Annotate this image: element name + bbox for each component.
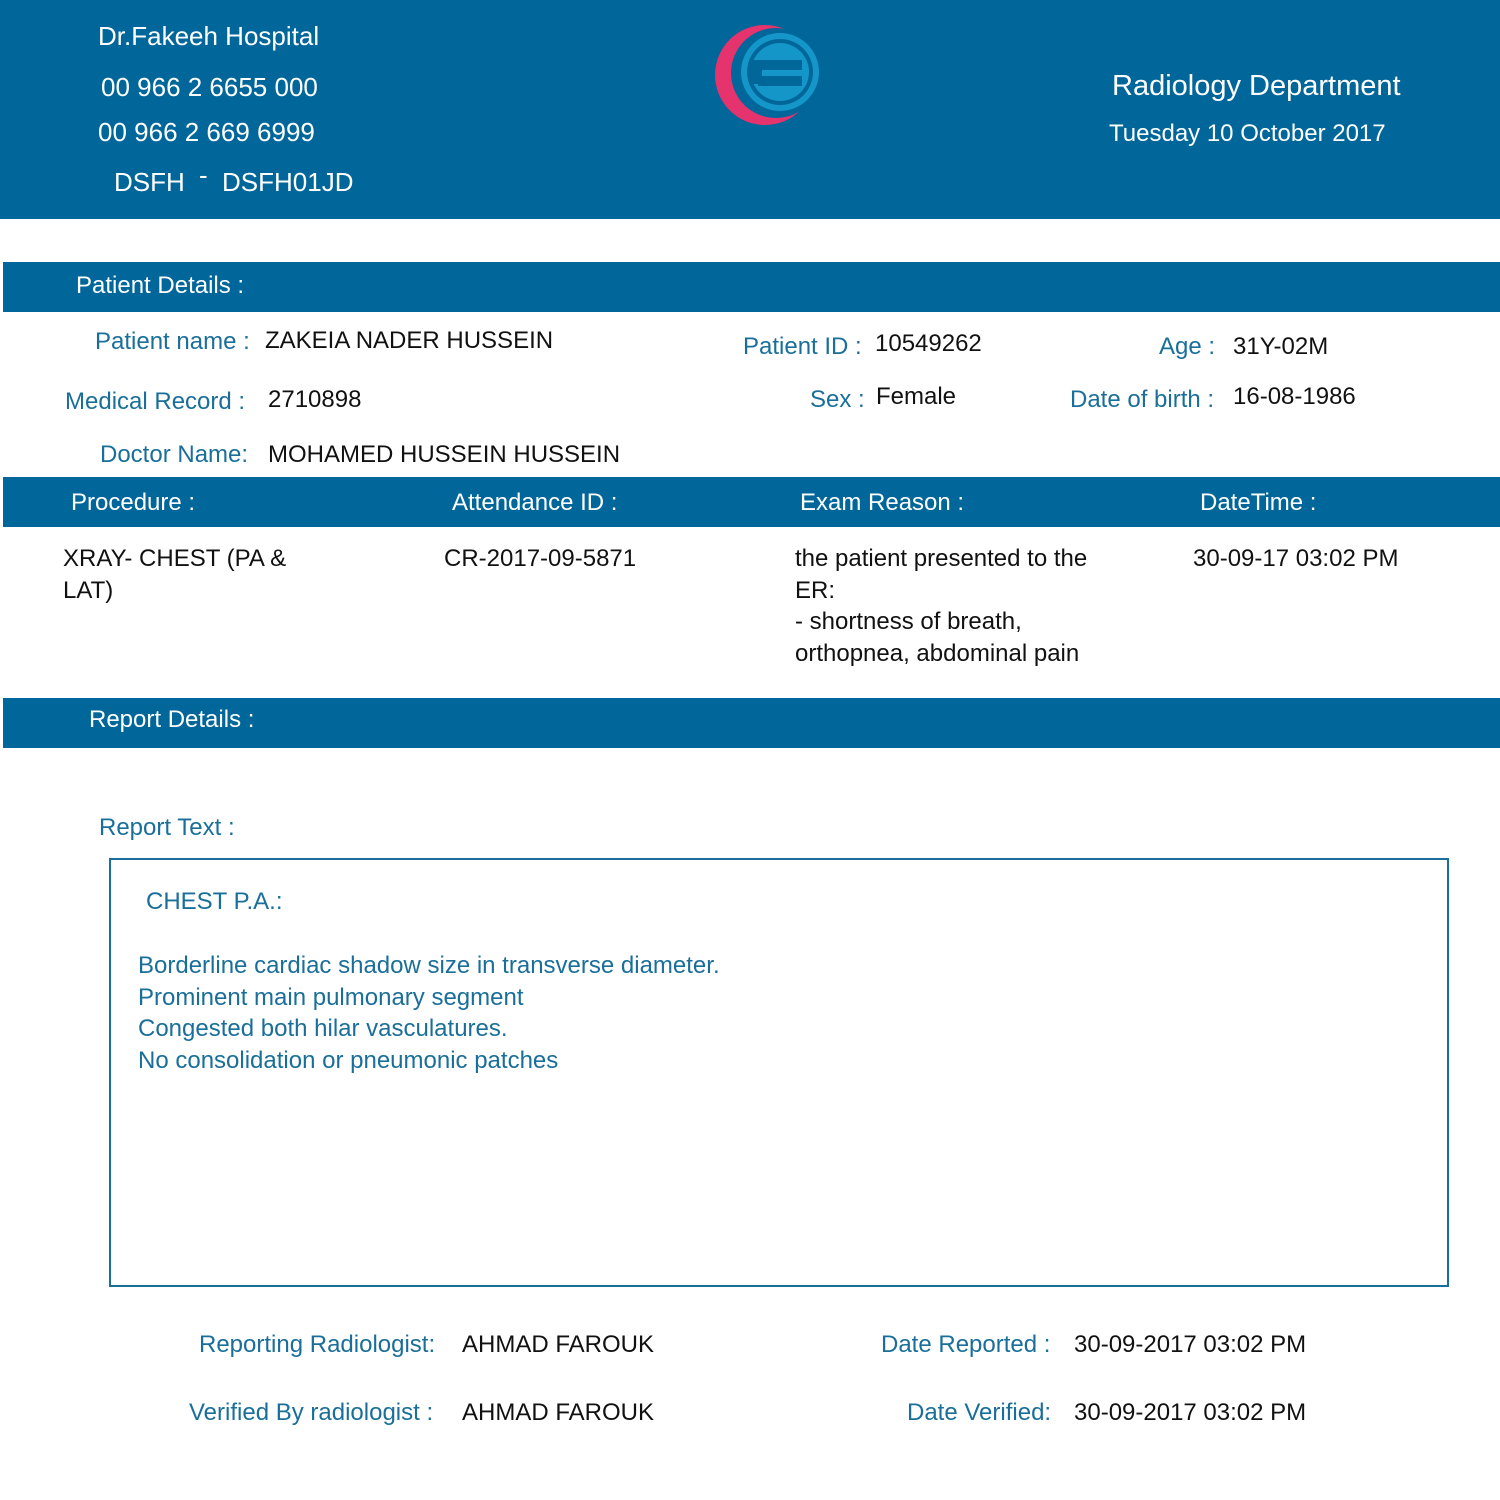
hospital-phone-1: 00 966 2 6655 000 — [101, 72, 318, 102]
verified-by-value: AHMAD FAROUK — [462, 1399, 655, 1426]
hospital-code-right: DSFH01JD — [222, 167, 354, 197]
date-of-birth-value: 16-08-1986 — [1233, 383, 1356, 410]
medical-record-value: 2710898 — [268, 386, 362, 413]
patient-name-value: ZAKEIA NADER HUSSEIN — [265, 327, 554, 354]
patient-name-label: Patient name : — [95, 328, 250, 355]
sex-label: Sex : — [810, 386, 865, 413]
date-of-birth-label: Date of birth : — [1070, 386, 1215, 413]
department-name: Radiology Department — [1112, 70, 1401, 102]
reporting-radiologist-value: AHMAD FAROUK — [462, 1331, 655, 1358]
exam-reason-line-1: the patient presented to the — [795, 545, 1088, 572]
doctor-name-value: MOHAMED HUSSEIN HUSSEIN — [268, 441, 621, 468]
date-verified-value: 30-09-2017 03:02 PM — [1074, 1399, 1307, 1426]
doctor-name-label: Doctor Name: — [100, 441, 249, 468]
hospital-name: Dr.Fakeeh Hospital — [98, 21, 320, 51]
datetime-value: 30-09-17 03:02 PM — [1193, 545, 1399, 572]
report-details-title: Report Details : — [89, 706, 255, 733]
procedure-value-line-2: LAT) — [63, 577, 114, 604]
hospital-code-left: DSFH — [114, 167, 185, 197]
attendance-id-value: CR-2017-09-5871 — [444, 545, 637, 572]
procedure-header: Procedure : — [71, 489, 196, 516]
report-text-label: Report Text : — [99, 814, 235, 841]
date-reported-label: Date Reported : — [881, 1331, 1051, 1358]
date-verified-label: Date Verified: — [907, 1399, 1052, 1426]
hospital-logo-icon — [708, 18, 838, 133]
age-value: 31Y-02M — [1233, 333, 1329, 360]
report-line-3: Congested both hilar vasculatures. — [138, 1015, 508, 1042]
sex-value: Female — [876, 383, 957, 410]
report-line-1: Borderline cardiac shadow size in transverse diameter. — [138, 952, 720, 979]
hospital-code-separator: - — [199, 160, 208, 190]
exam-reason-header: Exam Reason : — [800, 489, 965, 516]
verified-by-label: Verified By radiologist : — [189, 1399, 434, 1426]
date-reported-value: 30-09-2017 03:02 PM — [1074, 1331, 1307, 1358]
exam-reason-line-2: ER: — [795, 577, 836, 604]
report-heading: CHEST P.A.: — [146, 888, 283, 915]
hospital-phone-2: 00 966 2 669 6999 — [98, 117, 315, 147]
report-text-box — [109, 858, 1449, 1287]
report-line-2: Prominent main pulmonary segment — [138, 984, 524, 1011]
medical-record-label: Medical Record : — [65, 388, 246, 415]
procedure-value-line-1: XRAY- CHEST (PA & — [63, 545, 287, 572]
exam-reason-line-3: - shortness of breath, — [795, 608, 1022, 635]
patient-details-title: Patient Details : — [76, 272, 245, 299]
patient-id-value: 10549262 — [875, 330, 982, 357]
report-date: Tuesday 10 October 2017 — [1109, 120, 1386, 147]
datetime-header: DateTime : — [1200, 489, 1317, 516]
reporting-radiologist-label: Reporting Radiologist: — [199, 1331, 436, 1358]
patient-id-label: Patient ID : — [743, 333, 862, 360]
age-label: Age : — [1159, 333, 1216, 360]
report-line-4: No consolidation or pneumonic patches — [138, 1047, 559, 1074]
exam-reason-line-4: orthopnea, abdominal pain — [795, 640, 1080, 667]
attendance-id-header: Attendance ID : — [452, 489, 618, 516]
